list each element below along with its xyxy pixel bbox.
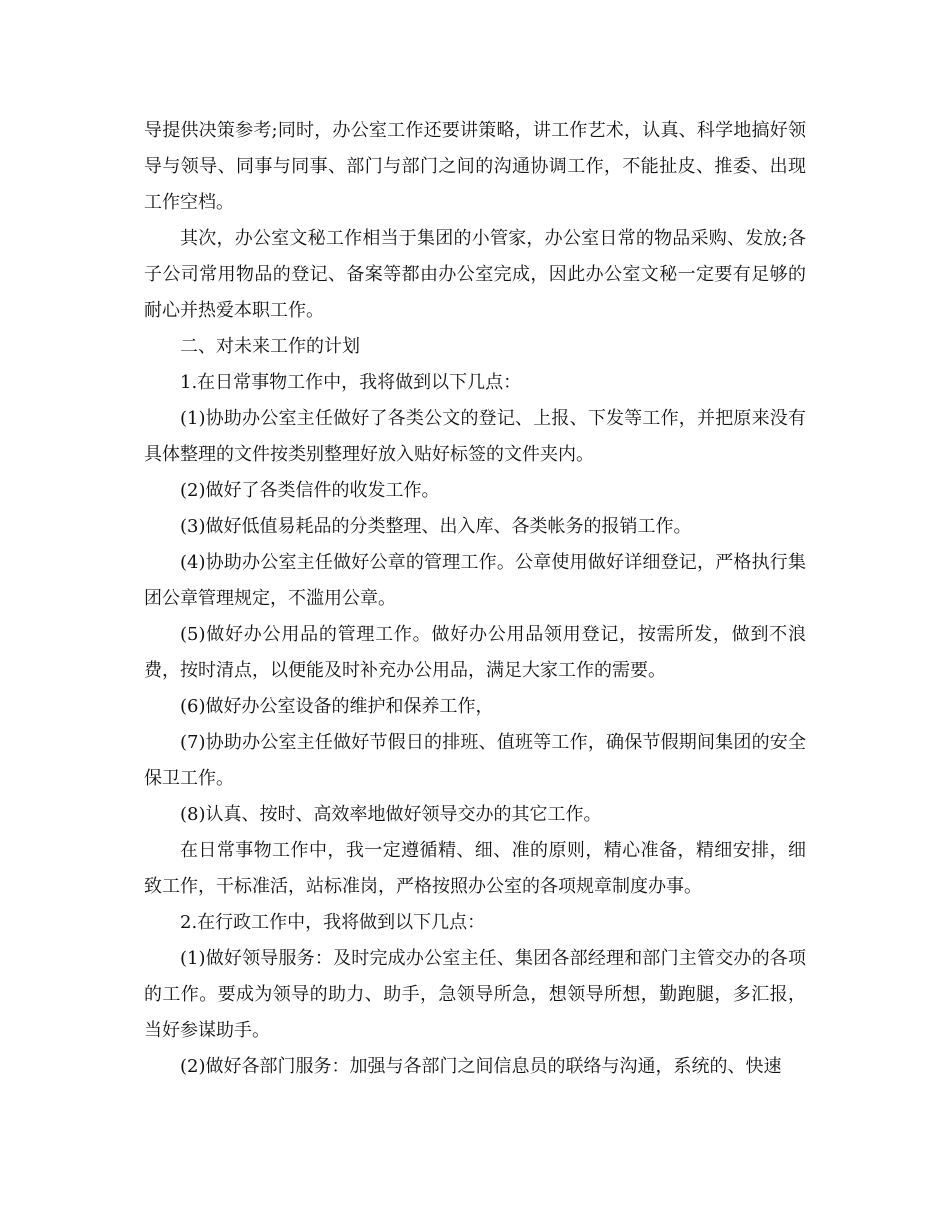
list-item-4: (4)协助办公室主任做好公章的管理工作。公章使用做好详细登记，严格执行集团公章管理规定，不滥用公章。	[144, 552, 806, 609]
paragraph-2: 其次，办公室文秘工作相当于集团的小管家，办公室日常的物品采购、发放;各子公司常用物品的登记、备案等都由办公室完成，因此办公室文秘一定要有足够的耐心并热爱本职工作。	[144, 228, 806, 321]
list-item-2: (2)做好了各类信件的收发工作。	[180, 480, 440, 501]
admin-item-2: (2)做好各部门服务：加强与各部门之间信息员的联络与沟通，系统的、快速	[180, 1056, 782, 1077]
list-item-3: (3)做好低值易耗品的分类整理、出入库、各类帐务的报销工作。	[180, 516, 692, 537]
list-item-8: (8)认真、按时、高效率地做好领导交办的其它工作。	[180, 804, 602, 825]
admin-item-1: (1)做好领导服务：及时完成办公室主任、集团各部经理和部门主管交办的各项的工作。要成为领导的助力、助手，急领导所急，想领导所想，勤跑腿，多汇报，当好参谋助手。	[144, 948, 806, 1041]
list-item-7: (7)协助办公室主任做好节假日的排班、值班等工作，确保节假期间集团的安全保卫工作。	[144, 732, 806, 789]
document-body	[144, 113, 806, 1085]
list-item-1: (1)协助办公室主任做好了各类公文的登记、上报、下发等工作，并把原来没有具体整理的文件按类别整理好放入贴好标签的文件夹内。	[144, 408, 806, 465]
summary-paragraph: 在日常事物工作中，我一定遵循精、细、准的原则，精心准备，精细安排，细致工作，干标准活，站标准岗，严格按照办公室的各项规章制度办事。	[144, 840, 806, 897]
subsection-heading-1: 1.在日常事物工作中，我将做到以下几点：	[180, 372, 522, 393]
subsection-heading-2: 2.在行政工作中，我将做到以下几点：	[180, 912, 486, 933]
section-heading: 二、对未来工作的计划	[180, 336, 360, 357]
list-item-6: (6)做好办公室设备的维护和保养工作，	[180, 696, 494, 717]
paragraph-1: 导提供决策参考;同时，办公室工作还要讲策略，讲工作艺术，认真、科学地搞好领导与领导、同事与同事、部门与部门之间的沟通协调工作，不能扯皮、推委、出现工作空档。	[144, 120, 806, 213]
list-item-5: (5)做好办公用品的管理工作。做好办公用品领用登记，按需所发，做到不浪费，按时清点，以便能及时补充办公用品，满足大家工作的需要。	[144, 624, 806, 681]
